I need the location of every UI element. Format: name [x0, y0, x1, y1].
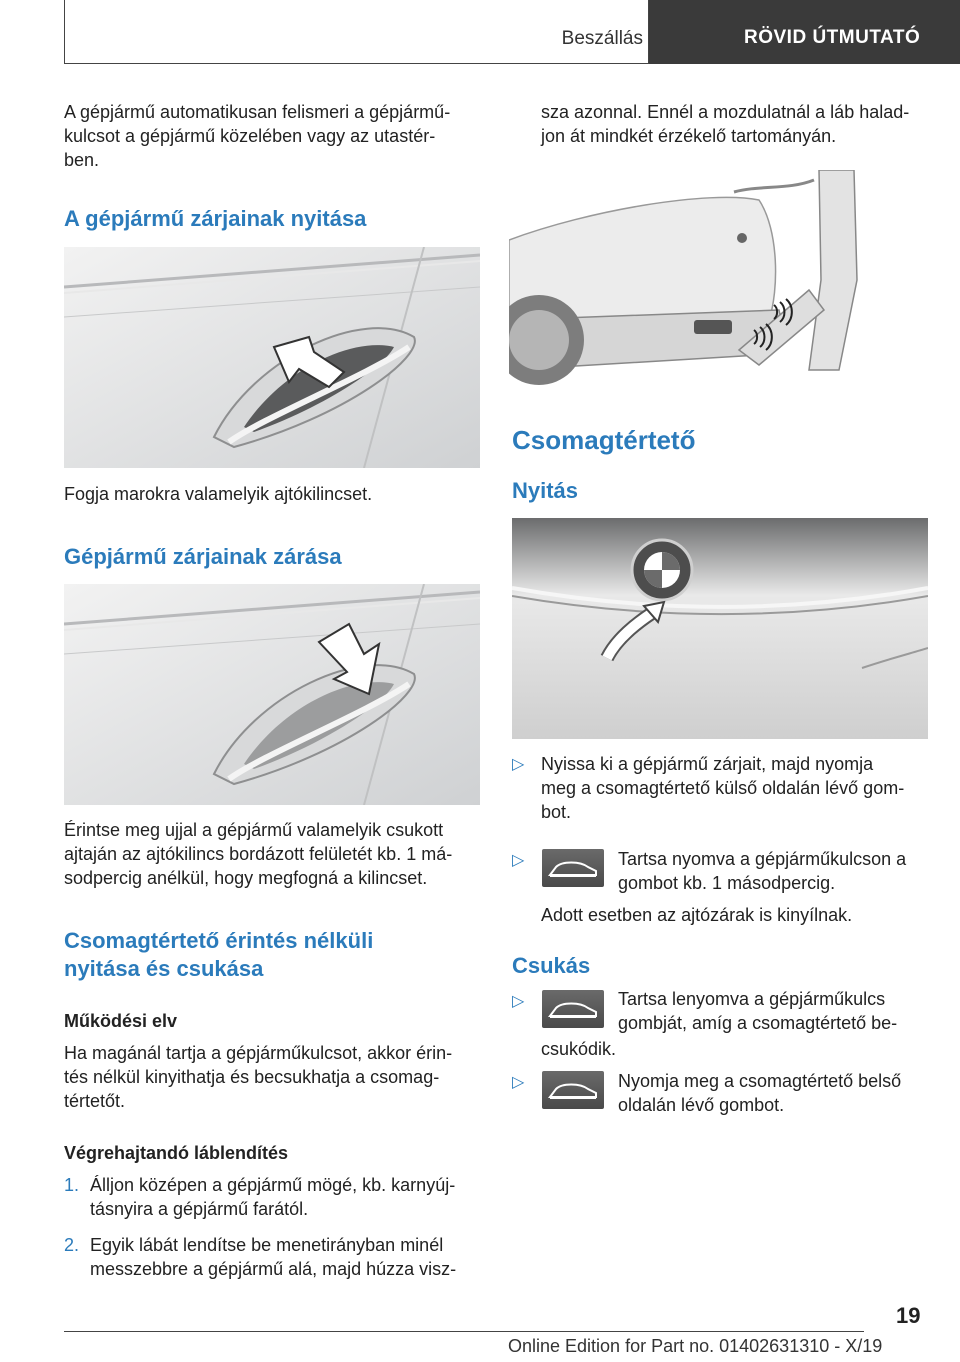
footer-edition: Online Edition for Part no. 01402631310 - X/19 [508, 1336, 883, 1356]
car-rear-kick-image [509, 170, 864, 390]
unlock-instruction: Fogja marokra valamelyik ajtókilincset. [64, 484, 373, 504]
car-key-trunk-icon [542, 1071, 604, 1109]
principle-text: Ha magánál tartja a gépjárműkulcsot, akkor érin- tés nélkül kinyithatja és becsukhatja a csomag- tértetőt. [64, 1043, 453, 1111]
bullet-arrow-icon: ▷ [512, 993, 525, 1010]
heading-trunk-close: Csukás [512, 953, 591, 978]
page-number: 19 [896, 1303, 921, 1328]
heading-touchless-trunk: Csomagtértető érintés nélküli nyitása és csukása [64, 928, 374, 981]
kick-step-2: 2. Egyik lábát lendítse be menetirányban minél messzebbre a gépjármű alá, majd húzza visz- [64, 1235, 457, 1279]
open-note: Adott esetben az ajtózárak is kinyílnak. [541, 905, 853, 925]
heading-lock: Gépjármű zárjainak zárása [64, 544, 342, 569]
intro-paragraph: A gépjármű automatikusan felismeri a gépjármű- kulcsot a gépjármű közelében vagy az utastér- ben. [64, 102, 451, 170]
bullet-arrow-icon: ▷ [512, 1074, 525, 1091]
bullet-arrow-icon: ▷ [512, 756, 525, 773]
car-key-trunk-icon [542, 849, 604, 887]
car-key-trunk-icon [542, 990, 604, 1028]
heading-kick-gesture: Végrehajtandó láblendítés [64, 1143, 289, 1163]
trunk-button-image [512, 518, 928, 739]
heading-trunk-open: Nyitás [512, 478, 579, 503]
heading-unlock: A gépjármű zárjainak nyitása [64, 206, 367, 231]
header-chapter-label: RÖVID ÚTMUTATÓ [744, 27, 921, 48]
kick-step-1: 1. Álljon középen a gépjármű mögé, kb. karnyúj- tásnyira a gépjármű farától. [64, 1175, 456, 1219]
header-chapter-tab [649, 0, 960, 64]
door-handle-unlock-image [64, 247, 480, 468]
kick-continuation-text: sza azonnal. Ennél a mozdulatnál a láb halad- jon át mindkét érzékelő tartományán. [541, 102, 910, 146]
heading-principle: Működési elv [64, 1011, 178, 1031]
footer-divider [64, 1331, 864, 1332]
door-handle-lock-image [64, 584, 480, 805]
bullet-arrow-icon: ▷ [512, 852, 525, 869]
heading-trunk-lid: Csomagtértető [512, 425, 696, 455]
lock-instruction: Érintse meg ujjal a gépjármű valamelyik csukott ajtaján az ajtókilincs bordázott felületét kb. 1 má- sodpercig anélkül, hogy megfogná a kilincset. [64, 820, 453, 888]
header-section-title: Beszállás [561, 28, 643, 49]
